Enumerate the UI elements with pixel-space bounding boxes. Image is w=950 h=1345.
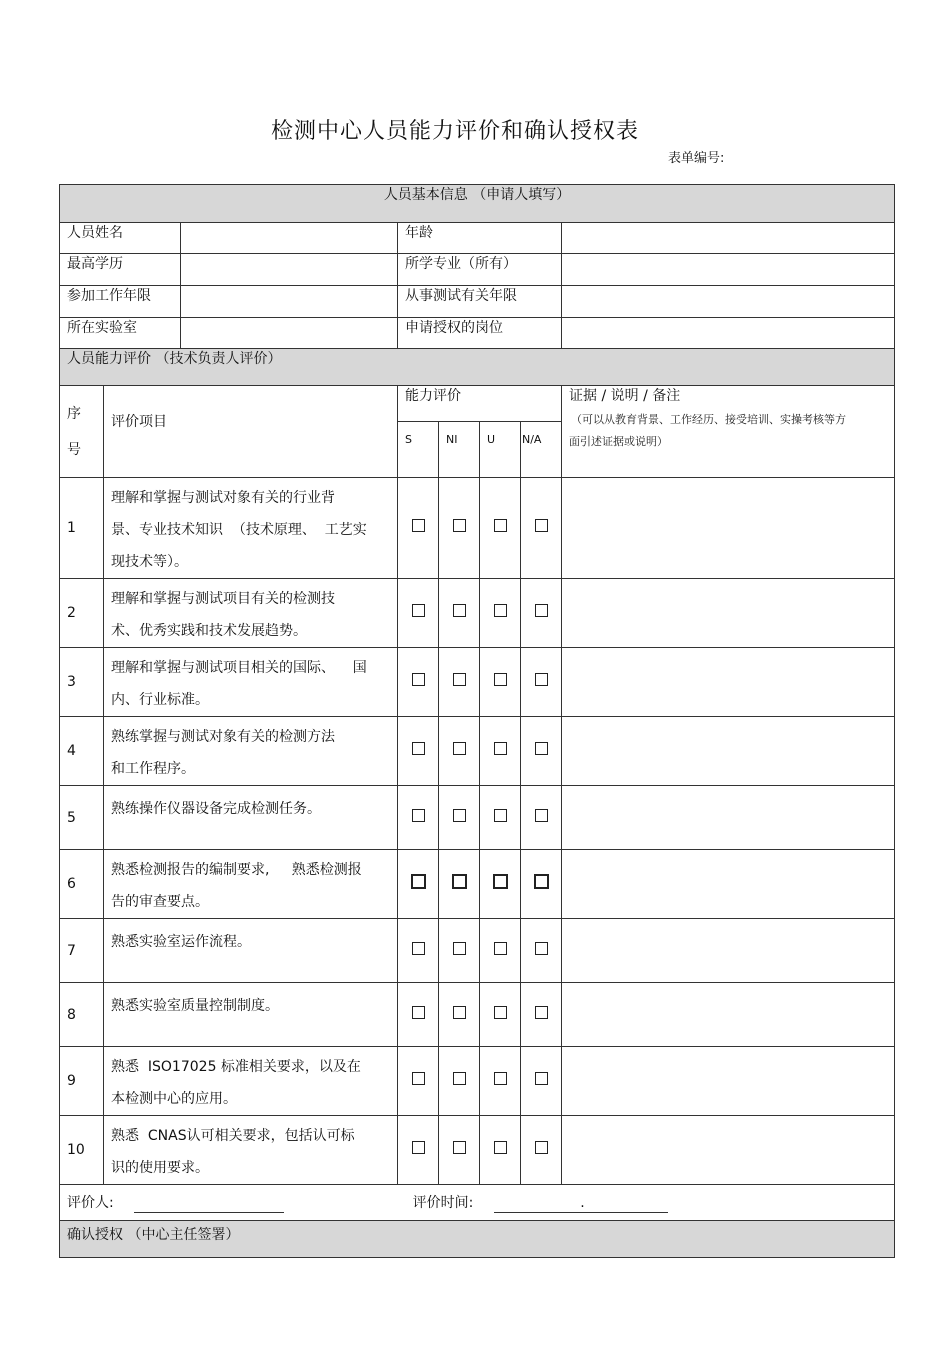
item-number: 1: [60, 478, 104, 579]
rating-cell-u: [480, 717, 521, 786]
checkbox-u[interactable]: [494, 1141, 507, 1154]
table-row: [60, 717, 895, 786]
label-work-years: 参加工作年限: [60, 286, 181, 318]
rating-cell-na: [521, 478, 562, 579]
item-description-line: 熟悉实验室运作流程。: [111, 934, 251, 950]
rating-cell-u: [480, 579, 521, 648]
field-name[interactable]: [181, 223, 398, 254]
table-row: [60, 983, 895, 1047]
table-row: [60, 1116, 895, 1185]
checkbox-ni[interactable]: [453, 604, 466, 617]
rating-cell-na: [521, 850, 562, 919]
item-description: [104, 983, 398, 1047]
item-description: [104, 648, 398, 717]
rating-cell-u: [480, 919, 521, 983]
section-ability-eval: 人员能力评价 （技术负责人评价）: [60, 349, 895, 386]
checkbox-na[interactable]: [535, 604, 548, 617]
evidence-field[interactable]: [562, 579, 895, 648]
table-row: [60, 850, 895, 919]
rating-cell-na: [521, 983, 562, 1047]
label-name: 人员姓名: [60, 223, 181, 254]
header-seq-1: 序: [67, 405, 81, 422]
item-description-line: 熟练掌握与测试对象有关的检测方法: [111, 729, 335, 745]
item-description-line: 熟悉 CNAS认可相关要求，包括认可标: [111, 1128, 355, 1144]
item-number: 7: [60, 919, 104, 983]
item-description: [104, 717, 398, 786]
checkbox-na[interactable]: [534, 874, 549, 889]
header-evidence: [562, 386, 895, 478]
header-na: N/A: [521, 422, 562, 478]
item-description-line: 熟悉检测报告的编制要求, 熟悉检测报: [111, 862, 362, 878]
item-number: 3: [60, 648, 104, 717]
checkbox-s[interactable]: [412, 1141, 425, 1154]
item-description-line: 理解和掌握与测试项目相关的国际、 国: [111, 660, 367, 676]
checkbox-u[interactable]: [494, 1006, 507, 1019]
rating-cell-s: [398, 717, 439, 786]
checkbox-s[interactable]: [412, 809, 425, 822]
item-number: 9: [60, 1047, 104, 1116]
checkbox-u[interactable]: [494, 604, 507, 617]
item-description-line: 和工作程序。: [111, 761, 195, 777]
table-row: [60, 478, 895, 579]
table-row: [60, 786, 895, 850]
checkbox-ni[interactable]: [453, 809, 466, 822]
item-description-line: 告的审查要点。: [111, 894, 209, 910]
checkbox-s[interactable]: [412, 742, 425, 755]
item-number: 8: [60, 983, 104, 1047]
evaluator-row: [60, 1185, 895, 1221]
checkbox-ni[interactable]: [453, 1006, 466, 1019]
rating-cell-s: [398, 579, 439, 648]
checkbox-u[interactable]: [494, 742, 507, 755]
item-description-line: 现技术等）。: [111, 554, 188, 570]
checkbox-ni[interactable]: [453, 742, 466, 755]
checkbox-ni[interactable]: [453, 673, 466, 686]
field-lab[interactable]: [181, 318, 398, 349]
item-description-line: 识的使用要求。: [111, 1160, 209, 1176]
rating-cell-u: [480, 1047, 521, 1116]
header-u: U: [480, 422, 521, 478]
item-description: [104, 786, 398, 850]
evidence-field[interactable]: [562, 1047, 895, 1116]
item-description: [104, 579, 398, 648]
section-confirm-authorization: 确认授权 （中心主任签署）: [60, 1221, 895, 1258]
rating-cell-ni: [439, 786, 480, 850]
form-number-label: 表单编号:: [668, 151, 725, 166]
section-basic-info: 人员基本信息 （申请人填写）: [60, 185, 895, 223]
rating-cell-s: [398, 919, 439, 983]
checkbox-na[interactable]: [535, 742, 548, 755]
rating-cell-na: [521, 1116, 562, 1185]
checkbox-ni[interactable]: [453, 942, 466, 955]
rating-cell-ni: [439, 648, 480, 717]
item-number: 5: [60, 786, 104, 850]
checkbox-s[interactable]: [412, 942, 425, 955]
checkbox-s[interactable]: [412, 604, 425, 617]
checkbox-na[interactable]: [535, 1141, 548, 1154]
rating-cell-na: [521, 717, 562, 786]
table-row: [60, 1047, 895, 1116]
item-number: 4: [60, 717, 104, 786]
evaluation-form-table: [59, 184, 895, 1258]
checkbox-na[interactable]: [535, 809, 548, 822]
rating-cell-s: [398, 478, 439, 579]
checkbox-u[interactable]: [494, 519, 507, 532]
checkbox-ni[interactable]: [453, 1072, 466, 1085]
evaluator-label: 评价人:: [67, 1194, 114, 1211]
rating-cell-na: [521, 648, 562, 717]
field-work-years[interactable]: [181, 286, 398, 318]
header-s: S: [398, 422, 439, 478]
evidence-field[interactable]: [562, 1116, 895, 1185]
rating-cell-u: [480, 648, 521, 717]
header-ni: NI: [439, 422, 480, 478]
rating-cell-s: [398, 648, 439, 717]
evidence-field[interactable]: [562, 648, 895, 717]
table-row: [60, 648, 895, 717]
header-evidence-title: 证据 / 说明 / 备注: [569, 388, 681, 404]
checkbox-s[interactable]: [412, 1006, 425, 1019]
rating-cell-ni: [439, 1047, 480, 1116]
label-major: 所学专业（所有）: [398, 254, 562, 286]
rating-cell-s: [398, 1116, 439, 1185]
item-number: 2: [60, 579, 104, 648]
evidence-field[interactable]: [562, 478, 895, 579]
rating-cell-u: [480, 850, 521, 919]
field-major[interactable]: [562, 254, 895, 286]
rating-cell-ni: [439, 717, 480, 786]
checkbox-u[interactable]: [493, 874, 508, 889]
checkbox-u[interactable]: [494, 942, 507, 955]
rating-cell-s: [398, 1047, 439, 1116]
item-description-line: 理解和掌握与测试对象有关的行业背: [111, 490, 335, 506]
field-education[interactable]: [181, 254, 398, 286]
item-description-line: 熟悉 ISO17025 标准相关要求，以及在: [111, 1059, 361, 1075]
checkbox-s[interactable]: [412, 673, 425, 686]
header-ability: 能力评价: [398, 386, 562, 422]
evidence-field[interactable]: [562, 919, 895, 983]
rating-cell-ni: [439, 850, 480, 919]
evidence-field[interactable]: [562, 717, 895, 786]
item-description-line: 理解和掌握与测试项目有关的检测技: [111, 591, 335, 607]
label-education: 最高学历: [60, 254, 181, 286]
label-post: 申请授权的岗位: [398, 318, 562, 349]
checkbox-u[interactable]: [494, 1072, 507, 1085]
item-description-line: 内、行业标准。: [111, 692, 209, 708]
checkbox-ni[interactable]: [452, 874, 467, 889]
label-test-years: 从事测试有关年限: [398, 286, 562, 318]
item-number: 6: [60, 850, 104, 919]
checkbox-s[interactable]: [411, 874, 426, 889]
rating-cell-u: [480, 478, 521, 579]
rating-cell-ni: [439, 478, 480, 579]
item-description: [104, 1116, 398, 1185]
rating-cell-ni: [439, 579, 480, 648]
rating-cell-s: [398, 850, 439, 919]
label-age: 年龄: [398, 223, 562, 254]
evidence-field[interactable]: [562, 850, 895, 919]
rating-cell-u: [480, 983, 521, 1047]
item-description: [104, 919, 398, 983]
checkbox-ni[interactable]: [453, 1141, 466, 1154]
item-description-line: 景、专业技术知识 （技术原理、 工艺实: [111, 522, 367, 538]
rating-cell-s: [398, 786, 439, 850]
checkbox-na[interactable]: [535, 1072, 548, 1085]
rating-cell-u: [480, 786, 521, 850]
header-evidence-note-1: （可以从教育背景、工作经历、接受培训、实操考核等方: [571, 413, 846, 426]
header-item: 评价项目: [104, 386, 398, 478]
checkbox-u[interactable]: [494, 809, 507, 822]
rating-cell-na: [521, 1047, 562, 1116]
eval-time-dot: .: [580, 1194, 585, 1211]
rating-cell-ni: [439, 983, 480, 1047]
rating-cell-na: [521, 919, 562, 983]
checkbox-na[interactable]: [535, 1006, 548, 1019]
item-description-line: 熟悉实验室质量控制制度。: [111, 998, 279, 1014]
table-row: [60, 579, 895, 648]
rating-cell-na: [521, 579, 562, 648]
checkbox-na[interactable]: [535, 673, 548, 686]
eval-time-label: 评价时间:: [412, 1194, 474, 1211]
rating-cell-ni: [439, 1116, 480, 1185]
checkbox-na[interactable]: [535, 942, 548, 955]
table-row: [60, 919, 895, 983]
header-evidence-note-2: 面引述证据或说明）: [569, 435, 668, 448]
checkbox-na[interactable]: [535, 519, 548, 532]
item-number: 10: [60, 1116, 104, 1185]
evidence-field[interactable]: [562, 786, 895, 850]
rating-cell-u: [480, 1116, 521, 1185]
header-seq: [60, 386, 104, 478]
field-age[interactable]: [562, 223, 895, 254]
item-description-line: 本检测中心的应用。: [111, 1091, 237, 1107]
field-test-years[interactable]: [562, 286, 895, 318]
checkbox-s[interactable]: [412, 519, 425, 532]
evaluator-signature-line[interactable]: [134, 1198, 284, 1213]
field-post[interactable]: [562, 318, 895, 349]
checkbox-ni[interactable]: [453, 519, 466, 532]
item-description: [104, 478, 398, 579]
page-title: 检测中心人员能力评价和确认授权表: [270, 119, 639, 144]
evidence-field[interactable]: [562, 983, 895, 1047]
checkbox-s[interactable]: [412, 1072, 425, 1085]
item-description: [104, 1047, 398, 1116]
checkbox-u[interactable]: [494, 673, 507, 686]
item-description-line: 熟练操作仪器设备完成检测任务。: [111, 801, 321, 817]
rating-cell-s: [398, 983, 439, 1047]
item-description-line: 术、优秀实践和技术发展趋势。: [111, 623, 307, 639]
item-description: [104, 850, 398, 919]
rating-cell-na: [521, 786, 562, 850]
rating-cell-ni: [439, 919, 480, 983]
label-lab: 所在实验室: [60, 318, 181, 349]
header-seq-2: 号: [67, 441, 81, 458]
